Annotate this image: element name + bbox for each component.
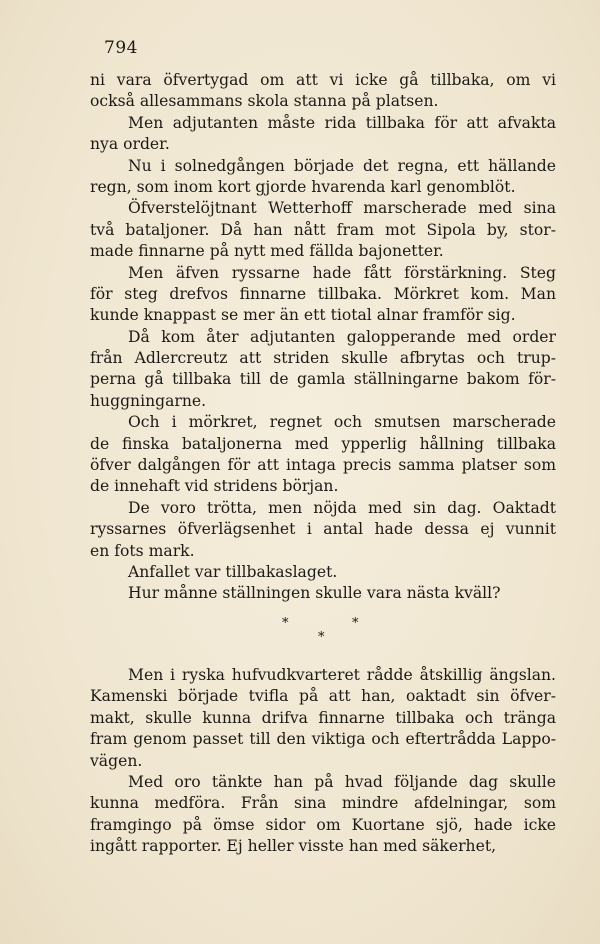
paragraph [90,498,556,562]
body-text-top [90,70,556,605]
text-line: perna gå tillbaka till de gamla ställningarne bakom för- [90,370,556,389]
text-line: för steg drefvos finnarne tillbaka. Mörkret kom. Man [90,284,556,303]
section-break-asterisks [280,616,370,646]
paragraph [90,198,556,262]
text-line: Anfallet var tillbakaslaget. [128,562,338,581]
text-line: Då kom åter adjutanten galopperande med order [128,327,556,346]
paragraph [90,263,556,327]
text-line: Men adjutanten måste rida tillbaka för att afvakta [128,113,556,132]
text-line: nya order. [90,135,170,154]
text-line: två bataljoner. Då han nått fram mot Sipola by, stor- [90,220,556,239]
text-line: huggningarne. [90,391,207,410]
asterisk: * [318,630,325,645]
text-line: Men äfven ryssarne hade fått förstärkning. Steg [128,263,556,282]
text-line: Nu i solnedgången började det regna, ett hällande [128,156,556,175]
text-line: framgingo på ömse sidor om Kuortane sjö, hade icke [90,815,556,834]
text-line: från Adlercreutz att striden skulle afbrytas och trup- [90,349,556,368]
paragraph [90,412,556,498]
paragraph [90,562,556,583]
text-line: fram genom passet till den viktiga och eftertrådda Lappo- [90,730,556,749]
text-line: kunde knappast se mer än ett tiotal alnar framför sig. [90,306,516,325]
text-line: ingått rapporter. Ej heller visste han med säkerhet, [90,837,497,856]
text-line: Hur månne ställningen skulle vara nästa kväll? [128,584,501,603]
text-line: Men i ryska hufvudkvarteret rådde åtskillig ängslan. [128,666,556,684]
text-line: de innehaft vid stridens början. [90,477,339,496]
asterisk: * [282,616,289,631]
text-line: made finnarne på nytt med fällda bajonetter. [90,242,444,261]
paragraph [90,70,556,113]
paragraph [90,772,556,858]
text-line: kunna medföra. Från sina mindre afdelningar, som [90,794,556,813]
paragraph [90,156,556,199]
asterisk: * [352,616,359,631]
body-text-bottom [90,665,556,858]
text-line: De voro trötta, men nöjda med sin dag. Oaktadt [128,498,556,517]
text-line: en fots mark. [90,541,195,560]
text-line: ni vara öfvertygad om att vi icke gå tillbaka, om vi [90,71,556,89]
paragraph [90,327,556,413]
text-line: Öfverstelöjtnant Wetterhoff marscherade med sina [128,199,556,218]
paragraph [90,113,556,156]
paragraph [90,583,556,604]
text-line: Kamenski började tvifla på att han, oaktadt sin öfver- [90,687,556,706]
text-line: regn, som inom kort gjorde hvarenda karl genomblöt. [90,177,516,196]
text-line: de finska bataljonerna med ypperlig hållning tillbaka [90,434,556,453]
text-line: också allesammans skola stanna på platsen. [90,92,439,111]
text-line: makt, skulle kunna drifva finnarne tillbaka och tränga [90,708,556,727]
paragraph [90,665,556,772]
text-line: Och i mörkret, regnet och smutsen marscherade [128,413,556,432]
text-line: Med oro tänkte han på hvad följande dag skulle [128,772,556,791]
text-line: vägen. [90,751,143,770]
page-number: 794 [104,38,138,58]
text-line: öfver dalgången för att intaga precis samma platser som [90,456,556,475]
text-line: ryssarnes öfverlägsenhet i antal hade dessa ej vunnit [90,520,556,539]
